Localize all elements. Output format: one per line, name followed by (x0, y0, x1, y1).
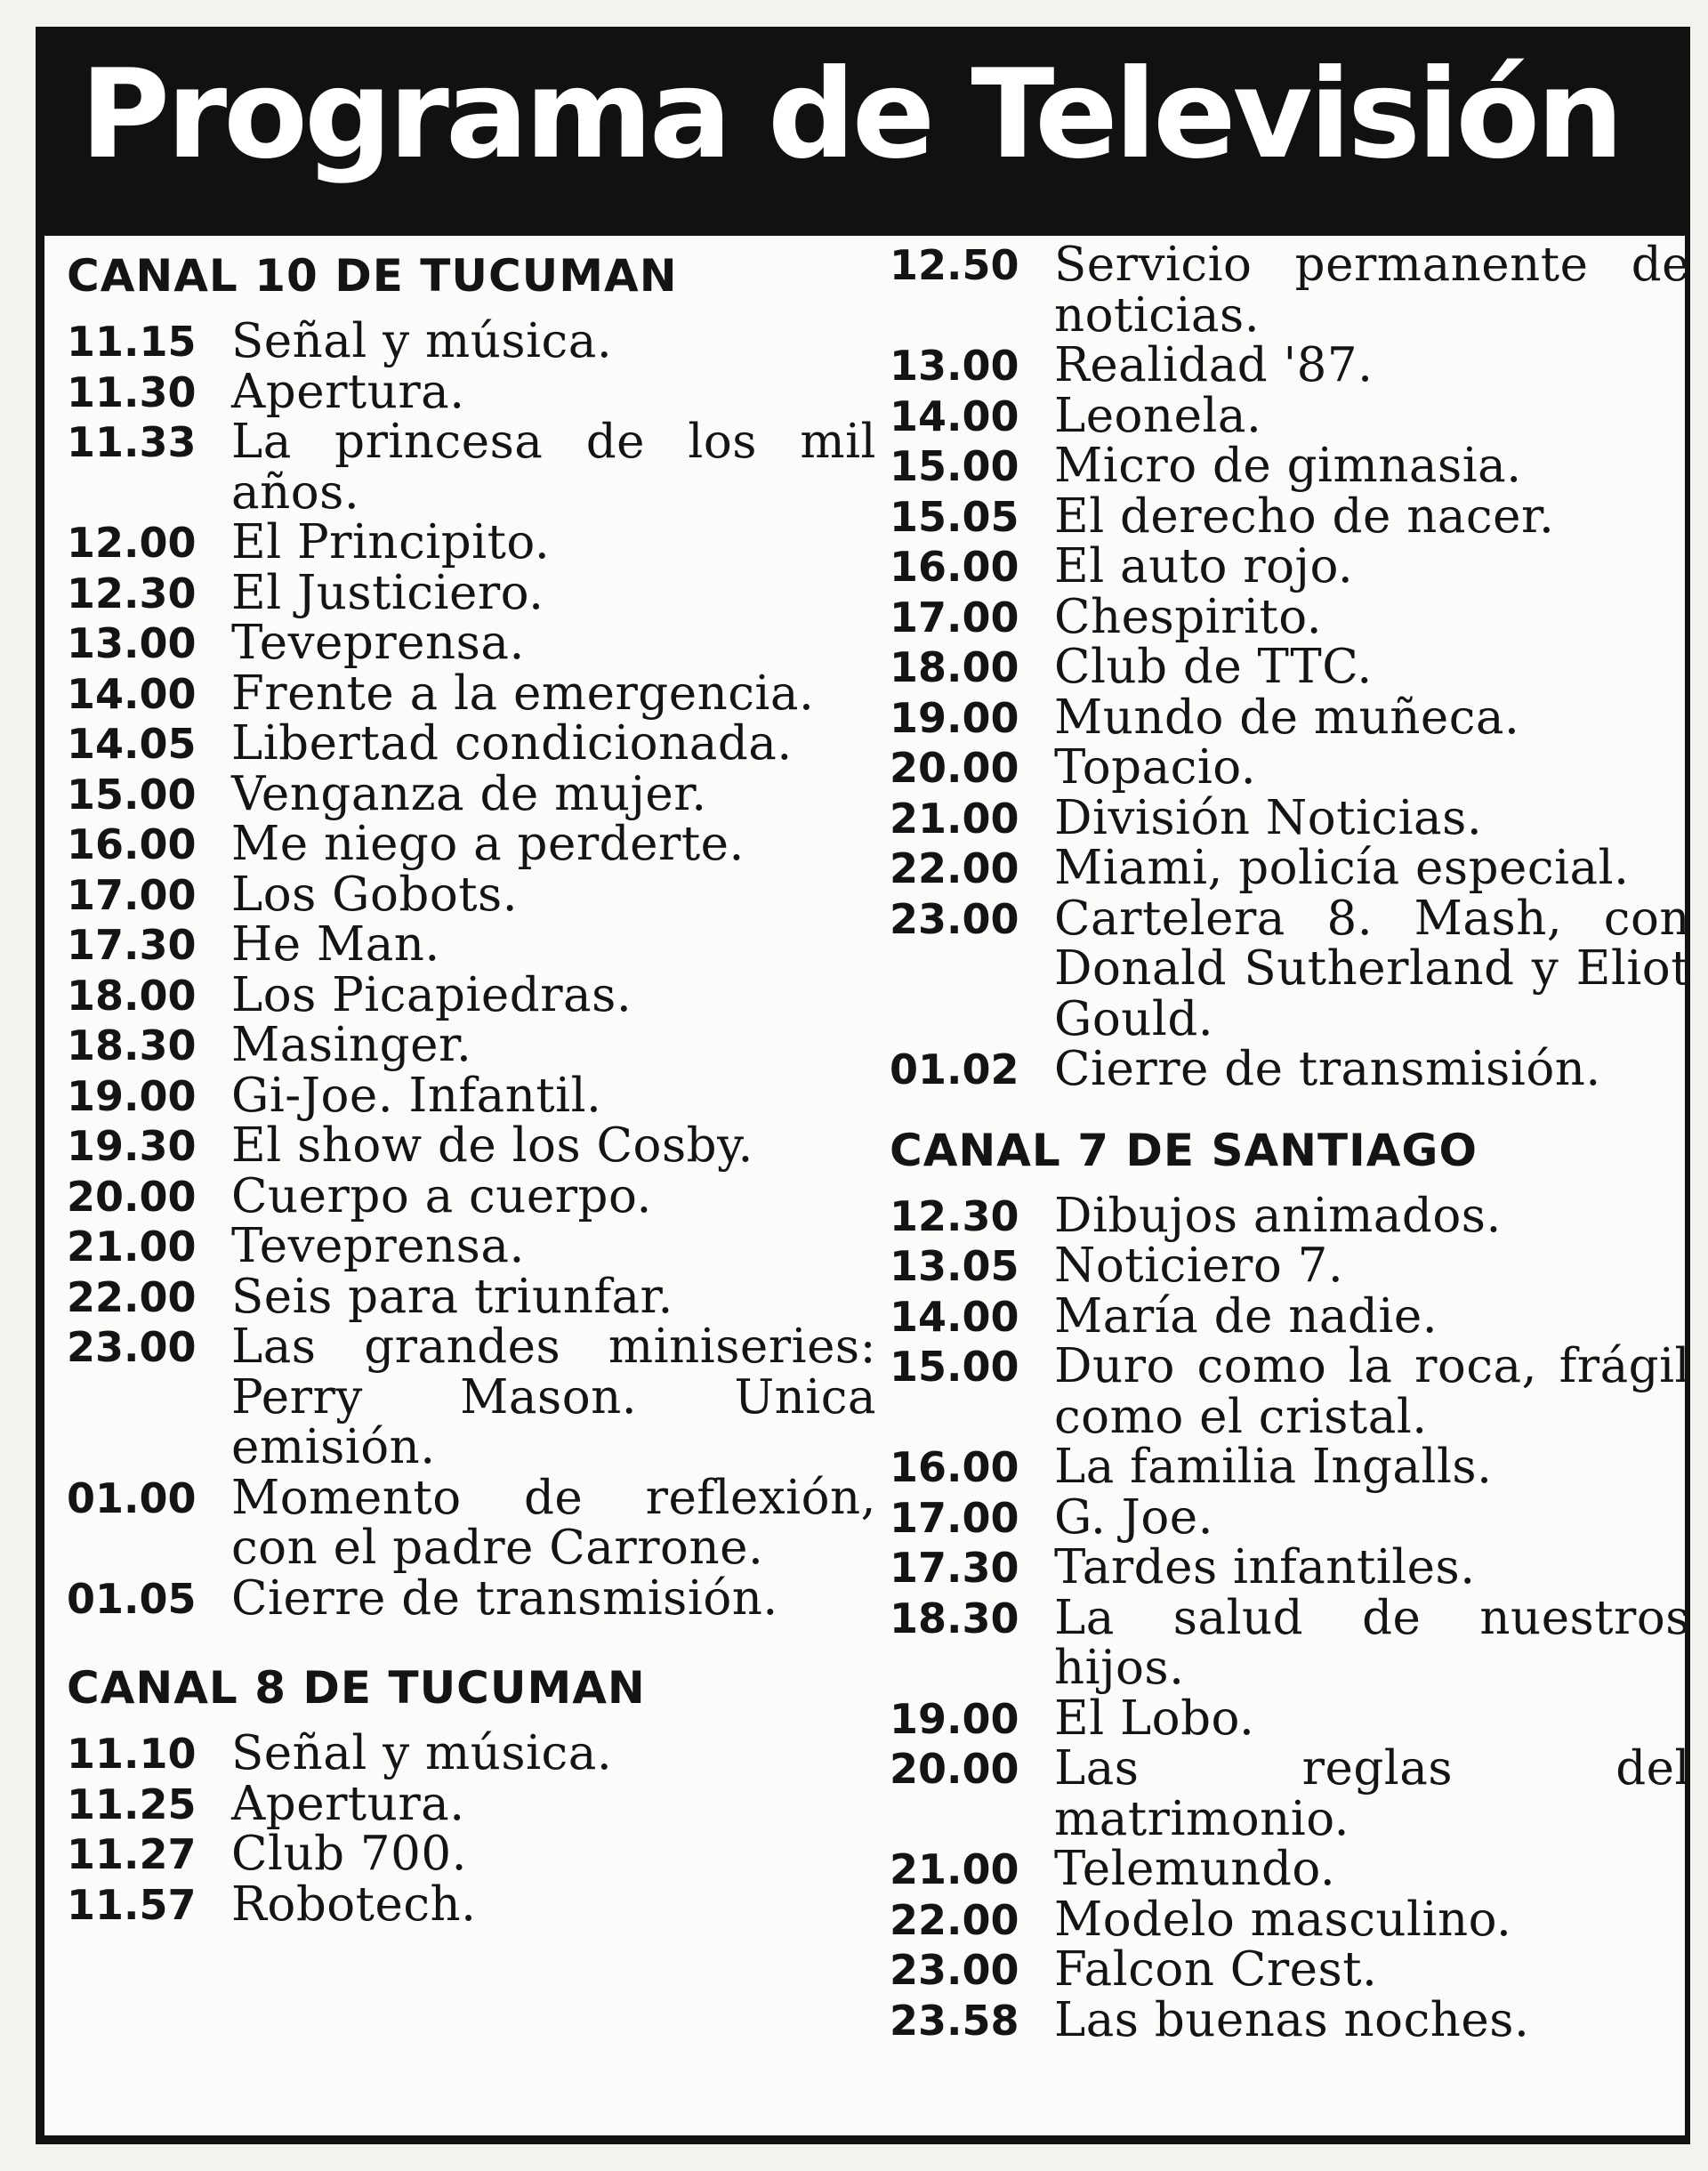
schedule-entry (890, 1188, 1690, 1243)
entry-time: 11.30 (67, 367, 197, 416)
schedule-list-canal-8 (67, 1726, 876, 1932)
channel-heading-canal-8: CANAL 8 DE TUCUMAN (67, 1662, 646, 1714)
entry-program: Modelo masculino. (1054, 1892, 1512, 1947)
entry-program: Apertura. (231, 364, 465, 419)
entry-program: Cierre de transmisión. (1054, 1042, 1601, 1096)
schedule-entry (890, 338, 1690, 392)
entry-program: Libertad condicionada. (231, 716, 793, 771)
schedule-entry (890, 1540, 1690, 1594)
left-column (67, 238, 876, 1930)
schedule-entry (890, 1892, 1690, 1947)
newspaper-clipping (36, 27, 1690, 2144)
entry-program: Masinger. (231, 1018, 472, 1072)
entry-program: El Lobo. (1054, 1691, 1255, 1746)
entry-time: 21.00 (890, 1845, 1019, 1893)
schedule-entry (67, 1219, 876, 1273)
entry-program: Leonela. (1054, 388, 1262, 443)
entry-program: Realidad '87. (1054, 338, 1374, 392)
entry-time: 20.00 (890, 1745, 1019, 1793)
schedule-entry (67, 1322, 876, 1473)
entry-program: Las grandes miniseries: Perry Mason. Unica emisión. (231, 1320, 876, 1474)
entry-time: 21.00 (67, 1223, 197, 1271)
schedule-entry (890, 488, 1690, 544)
entry-time: 18.30 (67, 1021, 197, 1069)
entry-program: Cierre de transmisión. (231, 1570, 778, 1626)
entry-program: Frente a la emergencia. (231, 666, 815, 721)
entry-time: 11.57 (67, 1880, 197, 1929)
entry-time: 18.00 (890, 643, 1019, 691)
entry-time: 16.00 (890, 543, 1019, 591)
entry-program: La princesa de los mil años. (231, 415, 876, 520)
entry-time: 17.30 (67, 921, 197, 969)
entry-time: 17.00 (890, 1493, 1019, 1542)
schedule-entry (890, 388, 1690, 443)
entry-time: 01.00 (67, 1473, 197, 1522)
entry-time: 16.00 (67, 820, 197, 868)
schedule-entry (890, 891, 1690, 1046)
entry-program: Los Gobots. (231, 867, 519, 922)
entry-time: 11.33 (67, 418, 197, 466)
entry-time: 11.10 (67, 1730, 197, 1778)
entry-time: 12.00 (67, 519, 197, 567)
entry-time: 11.15 (67, 318, 197, 366)
entry-program: Señal y música. (231, 314, 613, 368)
schedule-entry (890, 1590, 1690, 1695)
schedule-entry (67, 1726, 876, 1780)
entry-program: La salud de nuestros hijos. (1054, 1590, 1690, 1695)
entry-time: 12.30 (890, 1191, 1019, 1240)
entry-time: 23.00 (67, 1323, 197, 1371)
schedule-entry (67, 819, 876, 870)
schedule-entry (67, 1876, 876, 1932)
entry-time: 15.00 (890, 442, 1019, 490)
entry-program: Momento de reflexión, con el padre Carrone. (231, 1470, 876, 1575)
schedule-entry (890, 1339, 1690, 1444)
schedule-entry (67, 1570, 876, 1626)
entry-program: Club 700. (231, 1827, 467, 1881)
entry-time: 01.02 (890, 1045, 1019, 1094)
entry-time: 13.00 (67, 619, 197, 667)
schedule-entry (890, 790, 1690, 845)
entry-time: 15.05 (890, 492, 1019, 541)
entry-program: Dibujos animados. (1054, 1188, 1502, 1243)
entry-program: Noticiero 7. (1054, 1239, 1344, 1293)
schedule-entry (67, 1018, 876, 1072)
entry-time: 19.00 (67, 1071, 197, 1120)
entry-time: 21.00 (890, 794, 1019, 843)
schedule-entry (890, 1844, 1690, 1895)
entry-time: 23.00 (890, 894, 1019, 943)
entry-program: Falcon Crest. (1054, 1942, 1378, 1997)
schedule-entry (67, 666, 876, 721)
schedule-entry (67, 917, 876, 972)
schedule-entry (890, 1489, 1690, 1545)
entry-program: Servicio permanente de noticias. (1054, 238, 1690, 343)
entry-time: 22.00 (890, 1895, 1019, 1944)
entry-program: Teveprensa. (231, 616, 525, 670)
entry-program: Seis para triunfar. (231, 1269, 673, 1324)
schedule-entry (890, 740, 1690, 795)
schedule-entry (67, 364, 876, 419)
entry-program: Club de TTC. (1054, 640, 1373, 694)
entry-time: 23.58 (890, 1996, 1019, 2045)
entry-program: Mundo de muñeca. (1054, 690, 1520, 745)
entry-time: 13.05 (890, 1242, 1019, 1290)
schedule-entry (67, 417, 876, 518)
schedule-entry (890, 441, 1690, 492)
entry-program: Los Picapiedras. (231, 967, 632, 1022)
schedule-entry (67, 716, 876, 771)
entry-program: El auto rojo. (1054, 539, 1354, 593)
entry-time: 22.00 (890, 844, 1019, 892)
entry-program: María de nadie. (1054, 1288, 1438, 1344)
schedule-entry (67, 766, 876, 821)
schedule-list-canal-8-continued (890, 240, 1690, 1095)
entry-program: Duro como la roca, frágil como el cristal. (1054, 1339, 1690, 1444)
entry-program: Cuerpo a cuerpo. (231, 1168, 652, 1223)
entry-time: 17.00 (67, 870, 197, 919)
schedule-entry (890, 1992, 1690, 2047)
entry-time: 20.00 (67, 1172, 197, 1221)
entry-time: 18.00 (67, 971, 197, 1020)
schedule-entry (890, 1691, 1690, 1746)
schedule-entry (67, 1776, 876, 1831)
entry-time: 14.00 (890, 391, 1019, 440)
schedule-entry (890, 1288, 1690, 1344)
entry-program: Señal y música. (231, 1726, 613, 1780)
schedule-entry (890, 1241, 1690, 1292)
right-column (890, 240, 1690, 2046)
entry-program: Telemundo. (1054, 1842, 1336, 1896)
entry-program: El derecho de nacer. (1054, 488, 1555, 544)
entry-program: Chespirito. (1054, 589, 1323, 644)
entry-program: Apertura. (231, 1776, 465, 1831)
entry-program: Cartelera 8. Mash, con Donald Sutherland y Eliot Gould. (1054, 891, 1690, 1046)
entry-program: Las buenas noches. (1054, 1992, 1530, 2047)
entry-time: 17.30 (890, 1544, 1019, 1592)
entry-program: Me niego a perderte. (231, 817, 745, 871)
schedule-entry (67, 1470, 876, 1575)
schedule-entry (67, 1168, 876, 1223)
entry-program: He Man. (231, 917, 440, 972)
schedule-entry (890, 843, 1690, 894)
entry-program: Teveprensa. (231, 1219, 525, 1273)
entry-program: Topacio. (1054, 740, 1257, 795)
schedule-entry (890, 690, 1690, 745)
entry-time: 15.00 (890, 1343, 1019, 1391)
entry-program: Las reglas del matrimonio. (1054, 1741, 1690, 1846)
channel-heading-canal-7: CANAL 7 DE SANTIAGO (890, 1124, 1478, 1176)
entry-time: 23.00 (890, 1946, 1019, 1994)
schedule-entry (890, 1442, 1690, 1493)
page-title: Programa de Televisión (80, 43, 1621, 186)
entry-time: 14.05 (67, 720, 197, 768)
entry-time: 14.00 (890, 1292, 1019, 1341)
entry-program: La familia Ingalls. (1054, 1440, 1493, 1494)
entry-time: 19.00 (890, 693, 1019, 742)
schedule-entry (67, 967, 876, 1022)
entry-time: 11.25 (67, 1780, 197, 1828)
entry-program: Robotech. (231, 1876, 477, 1932)
schedule-entry (67, 515, 876, 569)
schedule-entry (67, 1068, 876, 1123)
entry-program: El Principito. (231, 515, 551, 569)
entry-time: 20.00 (890, 744, 1019, 792)
entry-time: 14.00 (67, 669, 197, 718)
schedule-entry (890, 589, 1690, 644)
entry-time: 13.00 (890, 342, 1019, 390)
schedule-entry (67, 314, 876, 368)
schedule-entry (67, 565, 876, 620)
entry-time: 19.00 (890, 1694, 1019, 1743)
schedule-entry (67, 1269, 876, 1324)
entry-time: 15.00 (67, 770, 197, 819)
header-banner (44, 36, 1685, 236)
entry-time: 19.30 (67, 1122, 197, 1170)
entry-time: 12.30 (67, 569, 197, 617)
entry-program: Tardes infantiles. (1054, 1540, 1476, 1594)
schedule-entry (890, 1042, 1690, 1096)
entry-program: El show de los Cosby. (231, 1118, 753, 1173)
entry-program: Venganza de mujer. (231, 766, 707, 821)
schedule-list-canal-10 (67, 314, 876, 1626)
entry-time: 17.00 (890, 593, 1019, 642)
entry-time: 01.05 (67, 1574, 197, 1623)
entry-time: 11.27 (67, 1830, 197, 1878)
channel-heading-canal-10: CANAL 10 DE TUCUMAN (67, 250, 678, 302)
schedule-entry (67, 1829, 876, 1880)
schedule-entry (67, 867, 876, 922)
schedule-list-canal-7 (890, 1188, 1690, 2047)
schedule-entry (67, 618, 876, 669)
entry-time: 16.00 (890, 1443, 1019, 1491)
schedule-entry (67, 1118, 876, 1173)
entry-program: Miami, policía especial. (1054, 841, 1630, 895)
schedule-entry (890, 642, 1690, 693)
schedule-entry (890, 1741, 1690, 1846)
schedule-entry (890, 240, 1690, 341)
entry-time: 22.00 (67, 1272, 197, 1321)
schedule-entry (890, 539, 1690, 593)
entry-program: División Noticias. (1054, 790, 1483, 845)
entry-program: Micro de gimnasia. (1054, 439, 1522, 493)
schedule-entry (890, 1942, 1690, 1997)
entry-time: 18.30 (890, 1594, 1019, 1642)
entry-time: 12.50 (890, 241, 1019, 289)
entry-program: G. Joe. (1054, 1489, 1214, 1545)
entry-program: Gi-Joe. Infantil. (231, 1068, 602, 1123)
entry-program: El Justiciero. (231, 565, 544, 620)
